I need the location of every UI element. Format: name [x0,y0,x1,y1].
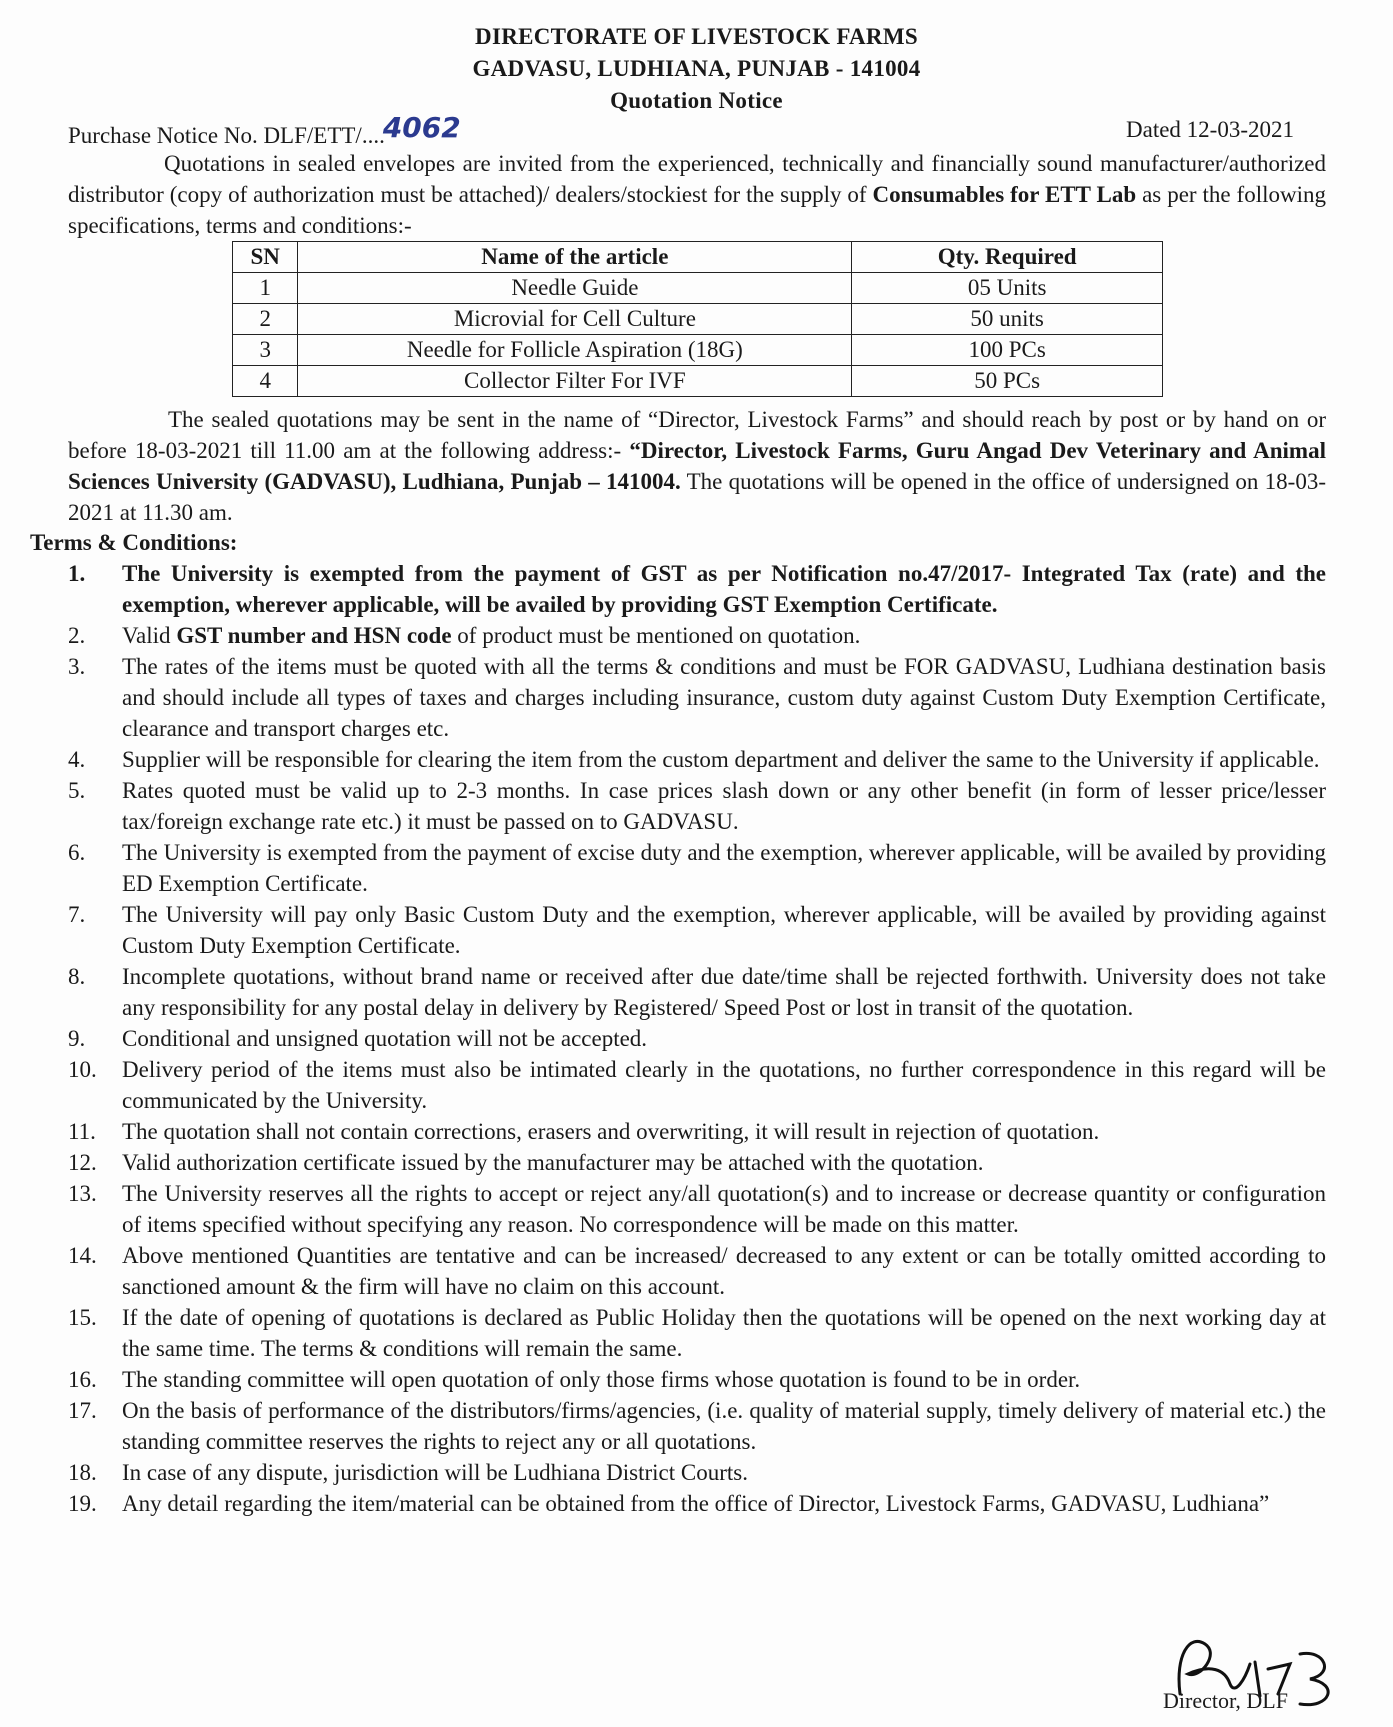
cell-article: Microvial for Cell Culture [298,304,852,335]
term-text: Any detail regarding the item/material can be obtained from the office of Director, Livestock Farms, GADVASU, Ludhiana” [122,1491,1270,1516]
list-item [68,1364,1326,1395]
notice-number-line [68,111,1294,148]
term-text: Supplier will be responsible for clearing the item from the custom department and deliver the same to the University if applicable. [122,747,1320,772]
term-text: In case of any dispute, jurisdiction will be Ludhiana District Courts. [122,1460,748,1485]
table-row [233,366,1163,397]
term-number: 4. [68,747,86,772]
list-item [68,1457,1326,1488]
term-number: 6. [68,840,86,865]
table-row [233,335,1163,366]
term-number: 14. [68,1243,97,1268]
cell-sn: 3 [233,335,298,366]
list-item [68,620,1326,651]
intro-paragraph [68,148,1326,241]
table-row [233,304,1163,335]
term-text-bold: GST number and HSN code [176,623,452,648]
handwritten-notice-number: 4062 [382,111,461,144]
cell-article: Collector Filter For IVF [298,366,852,397]
term-text: Incomplete quotations, without brand name or received after due date/time shall be rejected forthwith. University does not take any responsibility for any postal delay in delivery by Registered/ Speed Post or lost in transit of the quotation. [122,964,1326,1020]
term-text: of product must be mentioned on quotation. [451,623,861,648]
intro-subject: Consumables for ETT Lab [872,182,1137,207]
header-sn: SN [233,242,298,273]
term-text: Above mentioned Quantities are tentative and can be increased/ decreased to any extent or can be totally omitted according to sanctioned amount & the firm will have no claim on this account. [122,1243,1326,1299]
term-text: Valid authorization certificate issued by the manufacturer may be attached with the quotation. [122,1150,984,1175]
terms-list [68,558,1326,1519]
intro-text-end: as per the following specifications, terms and conditions:- [68,182,1326,238]
header-article: Name of the article [298,242,852,273]
term-text: If the date of opening of quotations is declared as Public Holiday then the quotations will be opened on the next working day at the same time. The terms & conditions will remain the same. [122,1305,1326,1361]
cell-sn: 4 [233,366,298,397]
term-text: Conditional and unsigned quotation will not be accepted. [122,1026,648,1051]
list-item [68,837,1326,899]
term-number: 11. [68,1119,96,1144]
directorate-title: DIRECTORATE OF LIVESTOCK FARMS [475,24,918,49]
list-item [68,1395,1326,1457]
term-text: Delivery period of the items must also be intimated clearly in the quotations, no further correspondence in this regard will be communicated by the University. [122,1057,1326,1113]
term-number: 16. [68,1367,97,1392]
term-number: 1. [68,561,86,586]
notice-heading: Quotation Notice [610,88,783,113]
list-item [68,1302,1326,1364]
submission-paragraph [68,404,1326,528]
cell-qty: 100 PCs [852,335,1163,366]
list-item [68,1023,1326,1054]
term-text: Valid [122,623,177,648]
term-text: The University reserves all the rights to accept or reject any/all quotation(s) and to increase or decrease quantity or configuration of items specified without specifying any reason. No correspondence will be made on this matter. [122,1181,1326,1237]
list-item [68,1054,1326,1116]
cell-qty: 50 units [852,304,1163,335]
list-item [68,1147,1326,1178]
table-header-row [233,242,1163,273]
cell-sn: 2 [233,304,298,335]
term-number: 3. [68,654,86,679]
purchase-notice-number [68,111,461,150]
list-item [68,961,1326,1023]
table-row [233,273,1163,304]
term-number: 10. [68,1057,97,1082]
term-number: 17. [68,1398,97,1423]
list-item [68,775,1326,837]
header-qty: Qty. Required [852,242,1163,273]
submission-address: “Director, Livestock Farms, Guru Angad Dev Veterinary and Animal Sciences University (GADVASU), Ludhiana, Punjab – 141004. [68,438,1326,494]
terms-heading: Terms & Conditions: [30,530,238,555]
term-number: 13. [68,1181,97,1206]
term-text: The quotation shall not contain corrections, erasers and overwriting, it will result in rejection of quotation. [122,1119,1100,1144]
term-text: The University will pay only Basic Custom Duty and the exemption, wherever applicable, will be availed by providing against Custom Duty Exemption Certificate. [122,902,1326,958]
cell-article: Needle Guide [298,273,852,304]
term-text: The University is exempted from the payment of GST as per Notification no.47/2017- Integrated Tax (rate) and the exemption, wherever applicable, will be availed by providing GST Exemption Certificate. [122,561,1326,617]
term-text: The University is exempted from the payment of excise duty and the exemption, wherever applicable, will be availed by providing ED Exemption Certificate. [122,840,1326,896]
list-item [68,1178,1326,1240]
term-number: 18. [68,1460,97,1485]
submission-text-end: The quotations will be opened in the office of undersigned on 18-03-2021 at 11.30 am. [68,469,1326,525]
term-text: The standing committee will open quotation of only those firms whose quotation is found to be in order. [122,1367,1081,1392]
submission-text: The sealed quotations may be sent in the name of “Director, Livestock Farms” and should reach by post or by hand on or before 18-03-2021 till 11.00 am at the following address:- [68,407,1326,463]
term-number: 12. [68,1150,97,1175]
term-text: On the basis of performance of the distributors/firms/agencies, (i.e. quality of material supply, timely delivery of material etc.) the standing committee reserves the rights to reject any or all quotations. [122,1398,1326,1454]
signatory-designation: Director, DLF [1163,1688,1288,1713]
notice-date: Dated 12-03-2021 [1126,117,1294,142]
address-line: GADVASU, LUDHIANA, PUNJAB - 141004 [472,56,921,81]
term-number: 9. [68,1026,86,1051]
list-item [68,899,1326,961]
term-number: 8. [68,964,86,989]
list-item [68,1240,1326,1302]
list-item [68,744,1326,775]
term-number: 19. [68,1491,97,1516]
cell-qty: 50 PCs [852,366,1163,397]
list-item [68,558,1326,620]
term-number: 7. [68,902,86,927]
term-text: The rates of the items must be quoted with all the terms & conditions and must be FOR GADVASU, Ludhiana destination basis and should include all types of taxes and charges including insurance, custom duty against Custom Duty Exemption Certificate, clearance and transport charges etc. [122,654,1326,741]
cell-sn: 1 [233,273,298,304]
term-number: 5. [68,778,86,803]
list-item [68,1488,1326,1519]
cell-qty: 05 Units [852,273,1163,304]
items-table [232,241,1163,397]
list-item [68,1116,1326,1147]
cell-article: Needle for Follicle Aspiration (18G) [298,335,852,366]
term-number: 2. [68,623,86,648]
term-text: Rates quoted must be valid up to 2-3 months. In case prices slash down or any other benefit (in form of lesser price/lesser tax/foreign exchange rate etc.) it must be passed on to GADVASU. [122,778,1326,834]
list-item [68,651,1326,744]
intro-text: Quotations in sealed envelopes are invited from the experienced, technically and financially sound manufacturer/authorized distributor (copy of authorization must be attached)/ dealers/stockiest for the supply of [68,151,1326,207]
purchase-notice-prefix: Purchase Notice No. DLF/ETT/.... [68,123,385,148]
term-number: 15. [68,1305,97,1330]
